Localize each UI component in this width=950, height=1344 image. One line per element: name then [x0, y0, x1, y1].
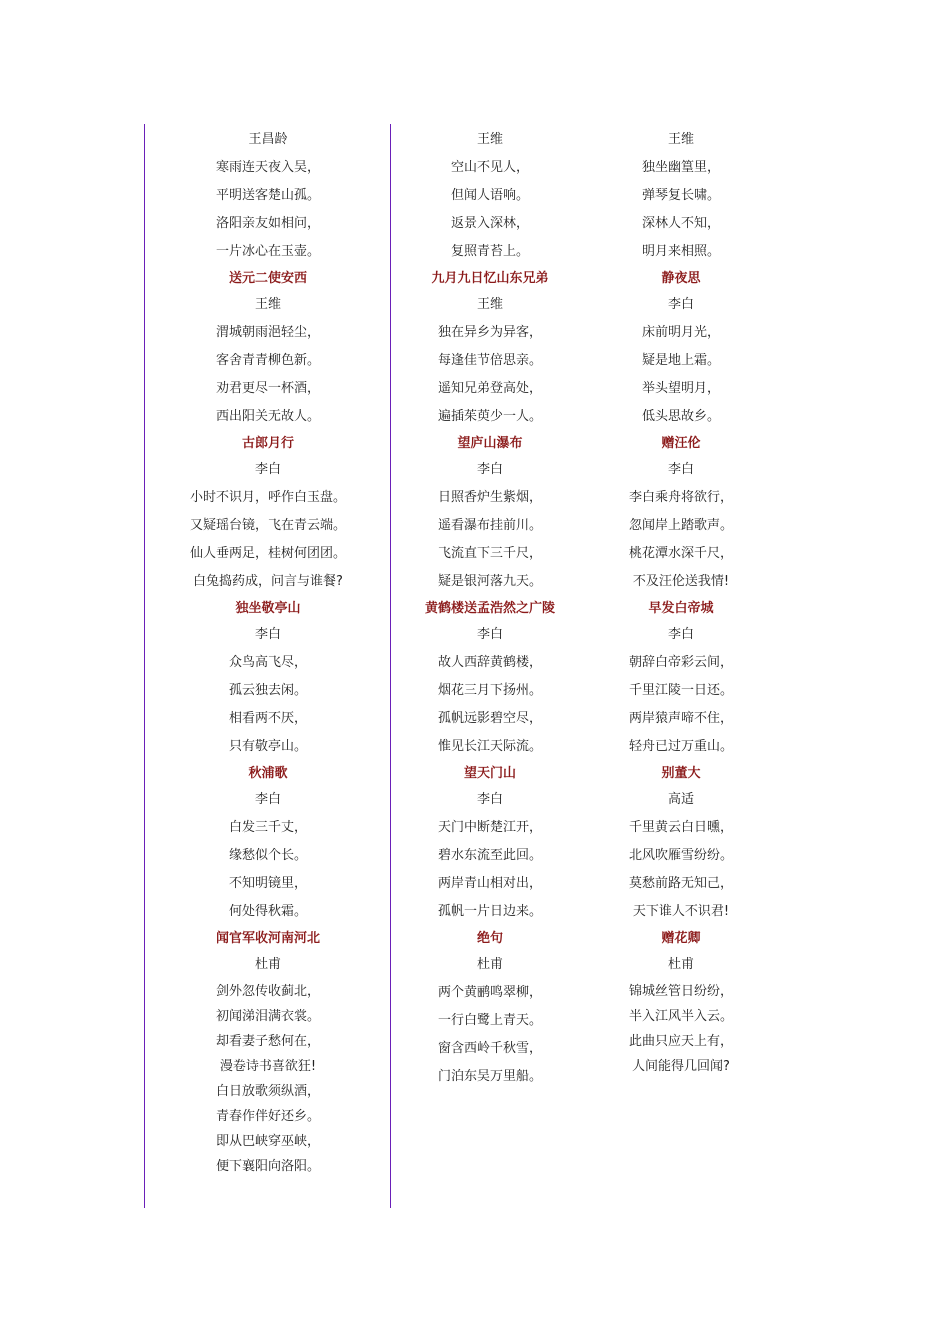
poem-title: 古郎月行: [241, 436, 294, 451]
poem-line: 窗含西岭千秋雪，: [437, 1041, 542, 1056]
poem-line: 疑是银河落九天。: [437, 574, 542, 589]
poem-line: 遍插茱萸少一人。: [437, 409, 542, 424]
poem: [146, 761, 390, 926]
poem-line: 便下襄阳向洛阳。: [215, 1159, 320, 1174]
poem-author: 李白: [667, 462, 694, 477]
poem-line: 白日放歌须纵酒，: [215, 1084, 320, 1099]
poem-author: 李白: [667, 297, 694, 312]
poem-title: 秋浦歌: [248, 766, 288, 781]
poem-line: 劝君更尽一杯酒，: [215, 381, 320, 396]
poem-line: 孤云独去闲。: [228, 683, 307, 698]
poem-line: 漫卷诗书喜欲狂!: [219, 1059, 317, 1074]
poem-line: 李白乘舟将欲行，: [628, 490, 733, 505]
poem-line: 莫愁前路无知己，: [628, 876, 733, 891]
poem-author: 李白: [476, 462, 503, 477]
poem-line: 弹琴复长啸。: [641, 188, 720, 203]
poem-line: 疑是地上霜。: [641, 353, 720, 368]
poem-line: 床前明月光，: [641, 325, 720, 340]
poem-line: 又疑瑶台镜，飞在青云端。: [189, 518, 346, 533]
poem-line: 人间能得几回闻?: [632, 1059, 730, 1074]
poem-line: 复照青苔上。: [450, 244, 529, 259]
poem-line: 白发三千丈，: [228, 820, 307, 835]
column-divider-middle: [390, 124, 391, 1208]
poem-author: 高适: [667, 792, 694, 807]
poem-line: 千里江陵一日还。: [628, 683, 733, 698]
poem-line: 锦城丝管日纷纷，: [628, 984, 733, 999]
poem-line: 遥知兄弟登高处，: [437, 381, 542, 396]
poem-line: 相看两不厌，: [228, 711, 307, 726]
poem: [146, 431, 390, 596]
poem-line: 即从巴峡穿巫峡，: [215, 1134, 320, 1149]
poem-author: 李白: [476, 792, 503, 807]
poem: [146, 126, 390, 266]
poem-line: 但闻人语响。: [450, 188, 529, 203]
poem: [588, 596, 774, 761]
poem: [392, 266, 588, 431]
poem-line: 仙人垂两足，桂树何团团。: [189, 546, 346, 561]
poem-author: 王维: [667, 132, 694, 147]
poem-line: 烟花三月下扬州。: [437, 683, 542, 698]
poem-line: 一行白鹭上青天。: [437, 1013, 542, 1028]
poem-title: 早发白帝城: [648, 601, 714, 616]
poem-author: 李白: [476, 627, 503, 642]
poem-line: 白兔捣药成，问言与谁餐?: [193, 574, 343, 589]
poem-title: 望庐山瀑布: [457, 436, 523, 451]
poem-title: 赠花卿: [661, 931, 701, 946]
poem-line: 众鸟高飞尽，: [228, 655, 307, 670]
poem-line: 半入江风半入云。: [628, 1009, 733, 1024]
poem-line: 何处得秋霜。: [228, 904, 307, 919]
poem: [392, 431, 588, 596]
poem-line: 两岸猿声啼不住，: [628, 711, 733, 726]
poem-line: 不及汪伦送我情!: [632, 574, 730, 589]
poem-line: 天下谁人不识君!: [632, 904, 730, 919]
poem-line: 只有敬亭山。: [228, 739, 307, 754]
poem-line: 明月来相照。: [641, 244, 720, 259]
poem-line: 孤帆一片日边来。: [437, 904, 542, 919]
poem-author: 李白: [254, 627, 281, 642]
poem-line: 飞流直下三千尺，: [437, 546, 542, 561]
poem-line: 轻舟已过万重山。: [628, 739, 733, 754]
poem-line: 门泊东吴万里船。: [437, 1069, 542, 1084]
poem-line: 深林人不知，: [641, 216, 720, 231]
poem: [588, 761, 774, 926]
poem-line: 每逢佳节倍思亲。: [437, 353, 542, 368]
poem-column-1: [146, 126, 390, 1179]
poem: [588, 266, 774, 431]
poem-line: 举头望明月，: [641, 381, 720, 396]
poem-line: 渭城朝雨浥轻尘，: [215, 325, 320, 340]
poem-line: 此曲只应天上有，: [628, 1034, 733, 1049]
poem-title: 绝句: [476, 931, 503, 946]
poem-line: 低头思故乡。: [641, 409, 720, 424]
poem-line: 空山不见人，: [450, 160, 529, 175]
poem-line: 客舍青青柳色新。: [215, 353, 320, 368]
poem-line: 碧水东流至此回。: [437, 848, 542, 863]
poem-line: 不知明镜里，: [228, 876, 307, 891]
poem-line: 寒雨连天夜入吴，: [215, 160, 320, 175]
poem-author: 王维: [254, 297, 281, 312]
poem-author: 李白: [667, 627, 694, 642]
poem-title: 静夜思: [661, 271, 701, 286]
poem-line: 洛阳亲友如相问，: [215, 216, 320, 231]
poem-line: 剑外忽传收蓟北，: [215, 984, 320, 999]
poem-column-2: [392, 126, 588, 1091]
poem-line: 返景入深林，: [450, 216, 529, 231]
poem-author: 王维: [476, 297, 503, 312]
poem-line: 小时不识月，呼作白玉盘。: [189, 490, 346, 505]
poem-line: 故人西辞黄鹤楼，: [437, 655, 542, 670]
poem-line: 遥看瀑布挂前川。: [437, 518, 542, 533]
poem: [392, 596, 588, 761]
poem-line: 两岸青山相对出，: [437, 876, 542, 891]
poem-line: 独在异乡为异客，: [437, 325, 542, 340]
poem: [146, 596, 390, 761]
poem-column-3: [588, 126, 774, 1079]
poem-author: 王维: [476, 132, 503, 147]
poem-line: 天门中断楚江开，: [437, 820, 542, 835]
poem: [392, 761, 588, 926]
poem-line: 初闻涕泪满衣裳。: [215, 1009, 320, 1024]
poem-line: 北风吹雁雪纷纷。: [628, 848, 733, 863]
poem-title: 赠汪伦: [661, 436, 701, 451]
poem-line: 忽闻岸上踏歌声。: [628, 518, 733, 533]
poem: [392, 126, 588, 266]
poem-line: 孤帆远影碧空尽，: [437, 711, 542, 726]
poem-title: 独坐敬亭山: [235, 601, 301, 616]
poem-title: 别董大: [661, 766, 701, 781]
poem: [392, 926, 588, 1091]
poem-line: 两个黄鹂鸣翠柳，: [437, 985, 542, 1000]
poem-author: 杜甫: [476, 957, 503, 972]
poem: [146, 266, 390, 431]
poem-line: 西出阳关无故人。: [215, 409, 320, 424]
poem-line: 桃花潭水深千尺，: [628, 546, 733, 561]
poem-line: 日照香炉生紫烟，: [437, 490, 542, 505]
poem-author: 王昌龄: [248, 132, 288, 147]
poem-line: 平明送客楚山孤。: [215, 188, 320, 203]
poem-line: 却看妻子愁何在，: [215, 1034, 320, 1049]
poem: [588, 431, 774, 596]
poem: [588, 926, 774, 1079]
poem-line: 青春作伴好还乡。: [215, 1109, 320, 1124]
poem-author: 李白: [254, 792, 281, 807]
poem-author: 杜甫: [667, 957, 694, 972]
poem-title: 送元二使安西: [228, 271, 307, 286]
poem-line: 朝辞白帝彩云间，: [628, 655, 733, 670]
poem-line: 缘愁似个长。: [228, 848, 307, 863]
poem-line: 独坐幽篁里，: [641, 160, 720, 175]
poem-author: 杜甫: [254, 957, 281, 972]
poem-title: 闻官军收河南河北: [215, 931, 320, 946]
column-divider-left: [144, 124, 145, 1208]
poem-line: 千里黄云白日曛，: [628, 820, 733, 835]
poem-author: 李白: [254, 462, 281, 477]
poem-line: 一片冰心在玉壶。: [215, 244, 320, 259]
poem-title: 九月九日忆山东兄弟: [431, 271, 549, 286]
poem-title: 黄鹤楼送孟浩然之广陵: [424, 601, 555, 616]
poem: [146, 926, 390, 1179]
poem-title: 望天门山: [463, 766, 516, 781]
poem: [588, 126, 774, 266]
poem-line: 惟见长江天际流。: [437, 739, 542, 754]
